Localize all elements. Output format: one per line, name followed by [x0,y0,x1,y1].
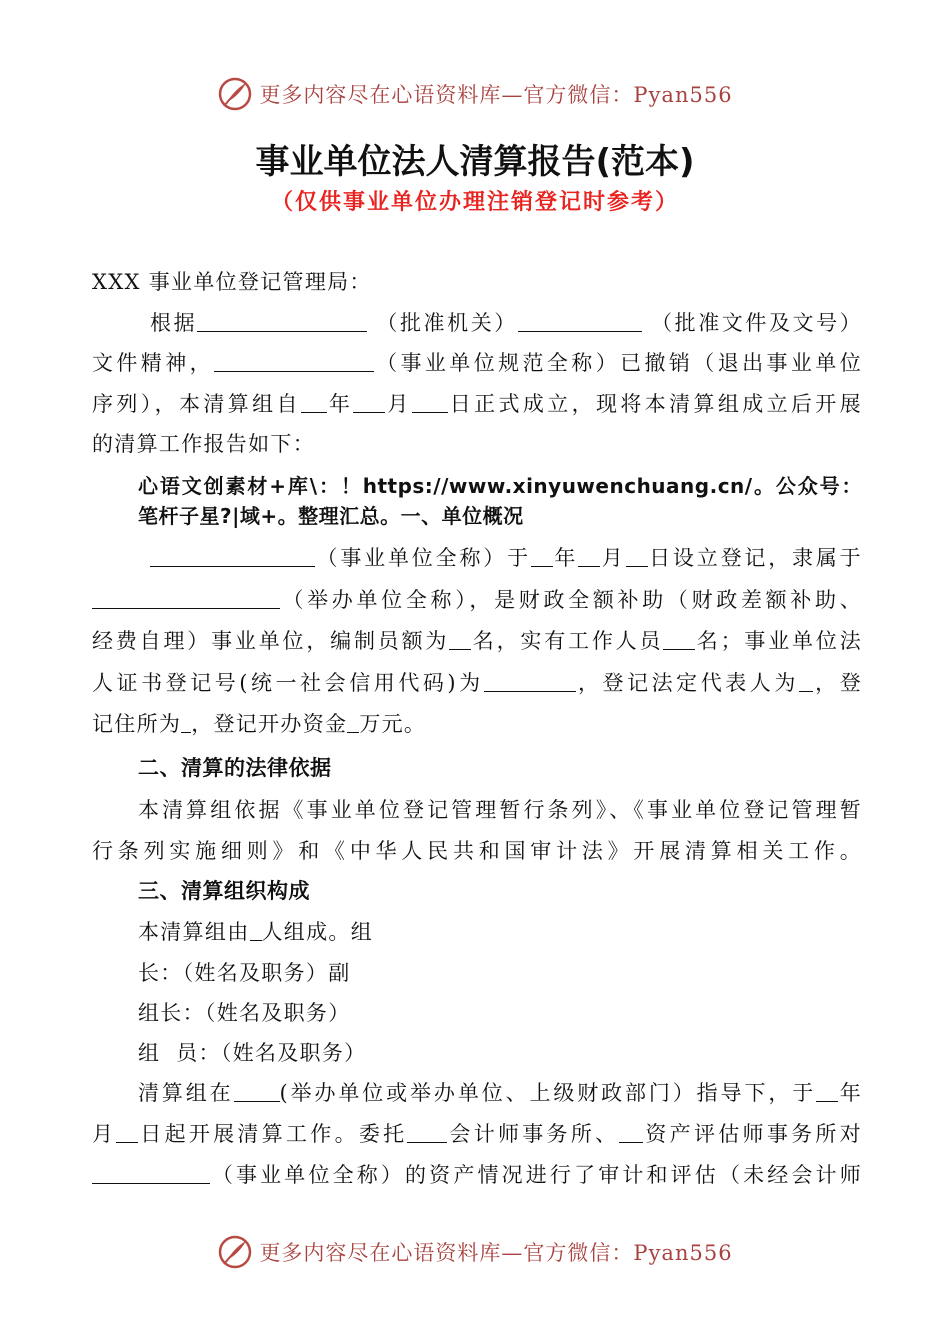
quill-logo-icon [217,1234,253,1270]
paragraph-line: 本清算组由 人组成。组 [138,920,373,944]
blank-member-count [250,918,262,941]
paragraph-line: 行条列实施细则》和《中华人民共和国审计法》开展清算相关工作。 [92,839,862,863]
blank-credit-code [484,669,576,692]
blank-staff [663,627,695,650]
blank-approval-authority [197,309,367,332]
paragraph-line: 长：（姓名及职务）副 [138,961,351,985]
watermark-line-section-heading: 笔杆子星?|域+。整理汇总。一、单位概况 [138,504,524,528]
paragraph-line: 组 员：（姓名及职务） [138,1041,367,1065]
paragraph-line: 序列），本清算组自 年 月 日正式成立，现将本清算组成立后开展 [92,392,862,416]
paragraph-line: 经费自理）事业单位，编制员额为 名，实有工作人员 名；事业单位法 [92,629,862,653]
paragraph-line: 月 日起开展清算工作。委托 会计师事务所、 资产评估师事务所对 [92,1122,862,1146]
blank-approval-document [518,309,642,332]
blank-guidance-unit [234,1079,280,1102]
blank-month [578,544,600,567]
paragraph-line: （事业单位全称）的资产情况进行了审计和评估（未经会计师 [92,1160,862,1190]
blank-month [353,390,385,413]
blank-day [116,1120,138,1143]
paragraph-line: （事业单位全称）于 年 月 日设立登记，隶属于 [150,543,862,573]
blank-unit-fullname [92,1161,210,1184]
paragraph-line: 本清算组依据《事业单位登记管理暂行条列》、《事业单位登记管理暂 [138,798,862,822]
section-heading-organization: 三、清算组织构成 [138,879,310,903]
paragraph-line: （举办单位全称），是财政全额补助（财政差额补助、 [92,585,862,615]
footer-banner-text: 更多内容尽在心语资料库—官方微信：Pyan556 [259,1241,733,1265]
blank-quota [449,627,471,650]
paragraph-line: 的清算工作报告如下： [92,432,315,456]
document-title: 事业单位法人清算报告(范本) [255,142,695,182]
blank-year [301,390,327,413]
paragraph-line: 清算组在 (举办单位或举办单位、上级财政部门）指导下，于 年 [138,1081,862,1105]
blank-day [412,390,448,413]
blank-appraisal-firm [619,1120,643,1143]
watermark-line: 心语文创素材+库\：！https://www.xinyuwenchuang.cn/。公众号： [138,474,862,498]
paragraph-line: 人证书登记号(统一社会信用代码)为 ，登记法定代表人为 ，登 [92,671,863,695]
header-banner [0,72,950,116]
paragraph-line: 组长：（姓名及职务） [138,1001,351,1025]
blank-legal-rep [799,669,813,692]
blank-address [181,710,191,733]
blank-capital [347,710,359,733]
paragraph-line: 记住所为 ，登记开办资金 万元。 [92,712,427,736]
blank-year [816,1079,838,1102]
quill-logo-icon [217,76,253,112]
blank-day [626,544,648,567]
blank-accounting-firm [407,1120,447,1143]
document-subtitle: （仅供事业单位办理注销登记时参考） [270,190,679,215]
blank-year [531,544,553,567]
blank-unit-name [214,349,374,372]
salutation: XXX 事业单位登记管理局： [92,270,372,294]
header-banner-text: 更多内容尽在心语资料库—官方微信：Pyan556 [259,83,733,107]
section-heading-legal-basis: 二、清算的法律依据 [138,756,332,780]
paragraph-line: 根据 （批准机关） （批准文件及文号） [150,311,862,335]
blank-sponsor-name [92,586,280,609]
paragraph-line: 文件精神， （事业单位规范全称）已撤销（退出事业单位 [92,351,862,375]
blank-unit-fullname [150,544,315,567]
footer-banner [0,1230,950,1274]
